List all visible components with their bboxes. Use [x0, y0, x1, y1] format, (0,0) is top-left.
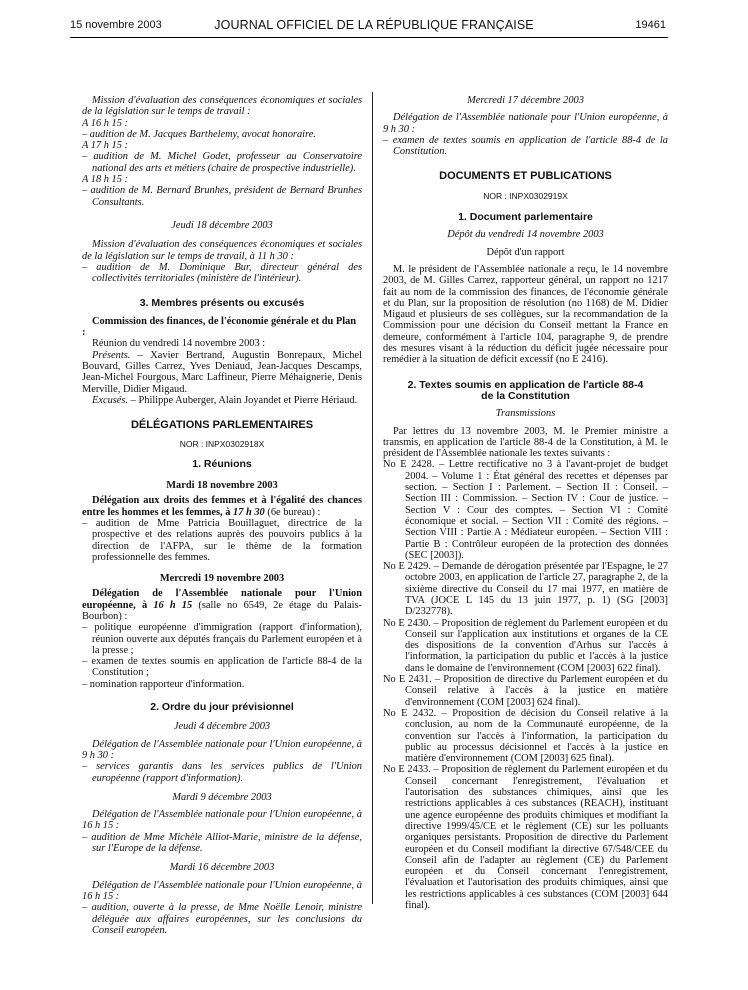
meeting-date: Réunion du vendredi 14 novembre 2003 : — [92, 338, 266, 350]
header-date: 15 novembre 2003 — [70, 19, 162, 31]
date-heading: Mardi 16 décembre 2003 — [169, 862, 275, 874]
paragraph: Mission d'évaluation des conséquences économiques et sociales de la législation sur le temps de travail : — [82, 95, 362, 118]
list-item: No E 2432. – Proposition de décision du Conseil relative à la conclusion, au nom de la Communauté européenne, de la convention sur l'accès à l'information, la participation du public au processus décisionnel et l'accès à la justice en matière d'environnement (COM [2003] 625 final). — [383, 707, 668, 765]
present-list — [82, 350, 362, 395]
date-heading: Mercredi 17 décembre 2003 — [467, 95, 584, 106]
excused-names: – Philippe Auberger, Alain Joyandet et Pierre Hériaud. — [128, 394, 358, 406]
section-heading: 2. Ordre du jour prévisionnel — [150, 701, 294, 714]
paragraph: Délégation de l'Assemblée nationale pour l'Union européenne, à 9 h 30 : — [383, 112, 668, 135]
list-item: No E 2433. – Proposition de règlement du Parlement européen et du Conseil concernant l'enregistrement, l'évaluation et l'autorisation des substances chimiques, ainsi que les restrictions applicables à ces substances (REACH), instituant une agence européenne des produits chimiques et modifiant la directive 1999/45/CE et le règlement (CE) sur les polluants organiques persistants. Proposition de directive du Parlement européen et du Conseil modifiant la directive 67/548/CEE du Conseil afin de l'adapter au règlement (CE) du Parlement européen et du Conseil concernant l'enregistrement, l'évaluation et l'autorisation des produits chimiques, ainsi que les restrictions applicables à ces substances (COM [2003] 644 final). — [383, 764, 668, 911]
present-names: – Xavier Bertrand, Augustin Bonrepaux, Michel Bouvard, Gilles Carrez, Yves Deniaud, Jean-Jacques Descamps, Jean-Michel Fourgous, Marc Laffineur, Pierre Méhaignerie, Denis Merville, Didier Migaud. — [82, 349, 362, 395]
agenda-item: – audition de M. Bernard Brunhes, président de Bernard Brunhes Consultants. — [82, 185, 362, 208]
time-label: A 16 h 15 : — [82, 117, 128, 129]
date-heading: Jeudi 4 décembre 2003 — [173, 721, 271, 733]
agenda-item: – examen de textes soumis en application de l'article 88-4 de la Constitution ; — [82, 656, 362, 679]
time-label: A 17 h 15 : — [82, 140, 128, 152]
paragraph: Délégation de l'Assemblée nationale pour l'Union européenne, à 16 h 15 : — [82, 879, 362, 902]
list-item: No E 2431. – Proposition de directive du Parlement européen et du Conseil relative à l'accès à la justice en matière d'environnement (COM [2003] 624 final). — [383, 674, 668, 708]
agenda-item: – audition de Mme Patricia Bouillaguet, directrice de la prospective et des relations auprès des pouvoirs publics à la direction de l'AFPA, sur le thème de la formation professionnelle des femmes. — [82, 517, 362, 563]
nor-reference: NOR : INPX0302918X — [179, 439, 265, 450]
commission-name: Commission des finances, de l'économie générale et du Plan : — [82, 315, 357, 339]
excused-label: Excusés. — [92, 394, 129, 406]
header-rule — [70, 37, 668, 38]
column-divider — [372, 92, 373, 904]
delegation-name: Délégation aux droits des femmes et à l'égalité des chances entre les hommes et les femmes, à 17 h 30 (6e bureau) : — [82, 495, 362, 518]
list-item: No E 2428. – Lettre rectificative no 3 à l'avant-projet de budget 2004. – Volume 1 : État général des recettes et dépenses par section. – Section I : Parlement. – Section II : Conseil. – Section III : Commission. – Section IV : Cour de justice. – Section V : Cour des comptes. – Section VI : Comité économique et social. – Section VII : Comité des régions. – Section VIII : Partie A : Médiateur européen. – Section VIII : Partie B : Contrôleur européen de la protection des données (SEC [2003]). — [383, 459, 668, 561]
delegation-name: Délégation de l'Assemblée nationale pour l'Union européenne, à 16 h 15 (salle no 6549, 2e étage du Palais-Bourbon) : — [82, 588, 363, 622]
list-item: No E 2429. – Demande de dérogation présentée par l'Espagne, le 27 octobre 2003, en application de l'article 27, paragraphe 2, de la sixième directive du Conseil du 17 mai 1977, en matière de TVA (JOCE L 145 du 13 juin 1977, p. 1) (SG [2003] D/232778). — [383, 561, 668, 618]
time-label: A 18 h 15 : — [82, 174, 128, 186]
agenda-item: – audition de M. Michel Godet, professeur au Conservatoire national des arts et métiers (chaire de prospective industrielle). — [82, 151, 362, 174]
left-column — [82, 95, 362, 936]
section-heading: 1. Document parlementaire — [458, 211, 593, 224]
journal-title: JOURNAL OFFICIEL DE LA RÉPUBLIQUE FRANÇAISE — [214, 18, 534, 32]
page-header — [0, 0, 748, 40]
section-heading: 3. Membres présents ou excusés — [139, 297, 305, 310]
date-heading: Mardi 9 décembre 2003 — [172, 791, 272, 803]
section-heading-line2: de la Constitution — [481, 389, 570, 402]
agenda-item: – services garantis dans les services publics de l'Union européenne (rapport d'information). — [82, 761, 362, 784]
date-heading: Jeudi 18 décembre 2003 — [171, 219, 273, 231]
agenda-item: – audition de Mme Michèle Alliot-Marie, ministre de la défense, sur l'Europe de la défense. — [82, 831, 362, 855]
date-heading: Mardi 18 novembre 2003 — [166, 480, 278, 492]
subheading: Transmissions — [495, 408, 556, 420]
page-number: 19461 — [635, 19, 666, 31]
paragraph: Délégation de l'Assemblée nationale pour l'Union européenne, à 9 h 30 : — [82, 738, 362, 761]
deposit-type: Dépôt d'un rapport — [486, 246, 565, 258]
paragraph: Par lettres du 13 novembre 2003, M. le Premier ministre a transmis, en application de l'article 88-4 de la Constitution, à M. le président de l'Assemblée nationale les textes suivants : — [383, 425, 668, 460]
paragraph: Délégation de l'Assemblée nationale pour l'Union européenne, à 16 h 15 : — [82, 809, 362, 832]
agenda-item: – examen de textes soumis en application de l'article 88-4 de la Constitution. — [383, 134, 668, 158]
agenda-item: – politique européenne d'immigration (rapport d'information), réunion ouverte aux députés français du Parlement européen et à la presse ; — [82, 622, 362, 656]
right-column — [383, 95, 668, 911]
paragraph: M. le président de l'Assemblée nationale a reçu, le 14 novembre 2003, de M. Gilles Carrez, rapporteur général, un rapport no 1217 fait au nom de la commission des finances, de l'économie générale et du Plan, sur la proposition de résolution (no 1168) de M. Didier Migaud et plusieurs de ses collègues, sur la recommandation de la Commission pour une décision du Conseil mettant la France en demeure, conformément à l'article 104, paragraphe 9, de prendre des mesures visant à la réduction du déficit jugée nécessaire pour remédier à la situation de déficit excessif (no E 2416). — [383, 263, 668, 366]
paragraph: Mission d'évaluation des conséquences économiques et sociales de la législation sur le temps de travail, à 11 h 30 : — [82, 239, 362, 262]
date-heading: Mercredi 19 novembre 2003 — [159, 573, 285, 585]
agenda-item: – audition de M. Jacques Barthelemy, avocat honoraire. — [82, 128, 316, 140]
section-heading: 2. Textes soumis en application de l'article 88-4 — [407, 378, 644, 391]
agenda-item: – nomination rapporteur d'information. — [82, 678, 245, 690]
excused-list — [82, 395, 362, 406]
nor-reference: NOR : INPX0302919X — [483, 190, 568, 201]
list-item: No E 2430. – Proposition de règlement du Parlement européen et du Conseil sur l'application aux institutions et organes de la CE des dispositions de la convention d'Arhus sur l'accès à l'information, la participation du public et l'accès à la justice dans le domaine de l'environnement (COM [2003] 622 final). — [383, 617, 668, 674]
agenda-item: – audition, ouverte à la presse, de Mme Noëlle Lenoir, ministre déléguée aux affaires européennes, sur les conclusions du Conseil européen. — [82, 902, 362, 936]
deposit-date: Dépôt du vendredi 14 novembre 2003 — [447, 229, 604, 241]
section-heading: 1. Réunions — [192, 457, 252, 470]
chapter-heading: DOCUMENTS ET PUBLICATIONS — [439, 170, 612, 183]
agenda-item: – audition de M. Dominique Bur, directeur général des collectivités territoriales (ministère de l'intérieur). — [82, 261, 362, 285]
present-label: Présents. — [92, 349, 131, 361]
chapter-heading: DÉLÉGATIONS PARLEMENTAIRES — [130, 419, 314, 432]
